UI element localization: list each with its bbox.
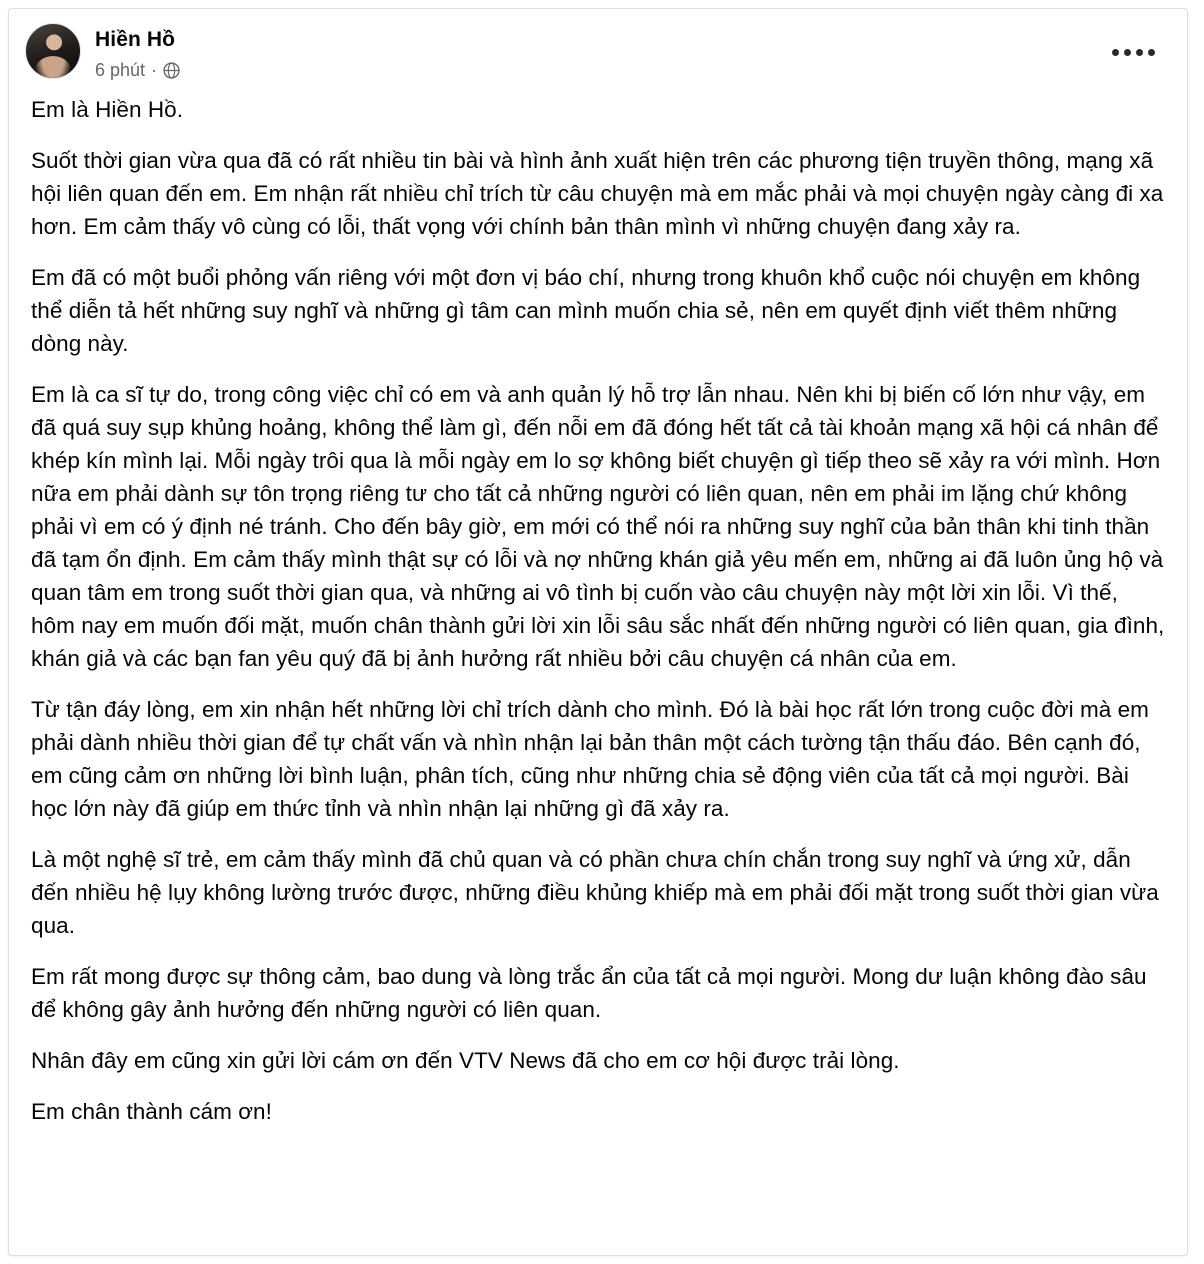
post-paragraph: Em là ca sĩ tự do, trong công việc chỉ có em và anh quản lý hỗ trợ lẫn nhau. Nên khi bị biến cố lớn như vậy, em đã quá suy sụp khủng hoảng, không thể làm gì, đến nỗi em đã đóng hết tất cả tài khoản mạng xã hội cá nhân để khép kín mình lại. Mỗi ngày trôi qua là mỗi ngày em lo sợ không biết chuyện gì tiếp theo sẽ xảy ra với mình. Hơn nữa em phải dành sự tôn trọng riêng tư cho tất cả những người có liên quan, nên em phải im lặng chứ không phải vì em có ý định né tránh. Cho đến bây giờ, em mới có thể nói ra những suy nghĩ của bản thân khi tinh thần đã tạm ổn định. Em cảm thấy mình thật sự có lỗi và nợ những khán giả yêu mến em, những ai đã luôn ủng hộ và quan tâm em trong suốt thời gian qua, và những ai vô tình bị cuốn vào câu chuyện này một lời xin lỗi. Vì thế, hôm nay em muốn đối mặt, muốn chân thành gửi lời xin lỗi sâu sắc nhất đến những người có liên quan, gia đình, khán giả và các bạn fan yêu quý đã bị ảnh hưởng rất nhiều bởi câu chuyện cá nhân của em. [31,382,1165,671]
post-paragraph: Em là Hiền Hồ. [31,97,184,122]
post-timestamp[interactable]: 6 phút [95,60,146,80]
more-options-icon[interactable] [1106,43,1161,62]
dot [1124,49,1131,56]
post-paragraph: Em chân thành cám ơn! [31,1099,272,1124]
globe-icon[interactable] [163,62,180,79]
author-name[interactable]: Hiền Hồ [95,28,176,51]
facebook-post-card [8,8,1188,1256]
post-paragraph: Từ tận đáy lòng, em xin nhận hết những lời chỉ trích dành cho mình. Đó là bài học rất lớn trong cuộc đời mà em phải dành nhiều thời gian để tự chất vấn và nhìn nhận lại bản thân một cách tường tận thấu đáo. Bên cạnh đó, em cũng cảm ơn những lời bình luận, phân tích, cũng như những chia sẻ động viên của tất cả mọi người. Bài học lớn này đã giúp em thức tỉnh và nhìn nhận lại những gì đã xảy ra. [31,697,1149,821]
dot [1136,49,1143,56]
post-paragraph: Suốt thời gian vừa qua đã có rất nhiều tin bài và hình ảnh xuất hiện trên các phương tiện truyền thông, mạng xã hội liên quan đến em. Em nhận rất nhiều chỉ trích từ câu chuyện mà em mắc phải và mọi chuyện ngày càng đi xa hơn. Em cảm thấy vô cùng có lỗi, thất vọng với chính bản thân mình vì những chuyện đang xảy ra. [31,148,1164,239]
dot [1148,49,1155,56]
post-header [9,9,1187,87]
post-paragraph: Nhân đây em cũng xin gửi lời cám ơn đến VTV News đã cho em cơ hội được trải lòng. [31,1048,900,1073]
post-body [9,87,1187,1128]
avatar[interactable] [25,23,81,79]
post-paragraph: Là một nghệ sĩ trẻ, em cảm thấy mình đã chủ quan và có phần chưa chín chắn trong suy nghĩ và ứng xử, dẫn đến nhiều hệ lụy không lường trước được, những điều khủng khiếp mà em phải đối mặt trong suốt thời gian vừa qua. [31,847,1159,938]
meta-separator: · [151,60,158,80]
post-paragraph: Em đã có một buổi phỏng vấn riêng với một đơn vị báo chí, nhưng trong khuôn khổ cuộc nói chuyện em không thể diễn tả hết những suy nghĩ và những gì tâm can mình muốn chia sẻ, nên em quyết định viết thêm những dòng này. [31,265,1141,356]
post-author-block [95,23,180,81]
post-paragraph: Em rất mong được sự thông cảm, bao dung và lòng trắc ẩn của tất cả mọi người. Mong dư luận không đào sâu để không gây ảnh hưởng đến những người có liên quan. [31,964,1147,1022]
dot [1112,49,1119,56]
post-meta [95,59,180,81]
